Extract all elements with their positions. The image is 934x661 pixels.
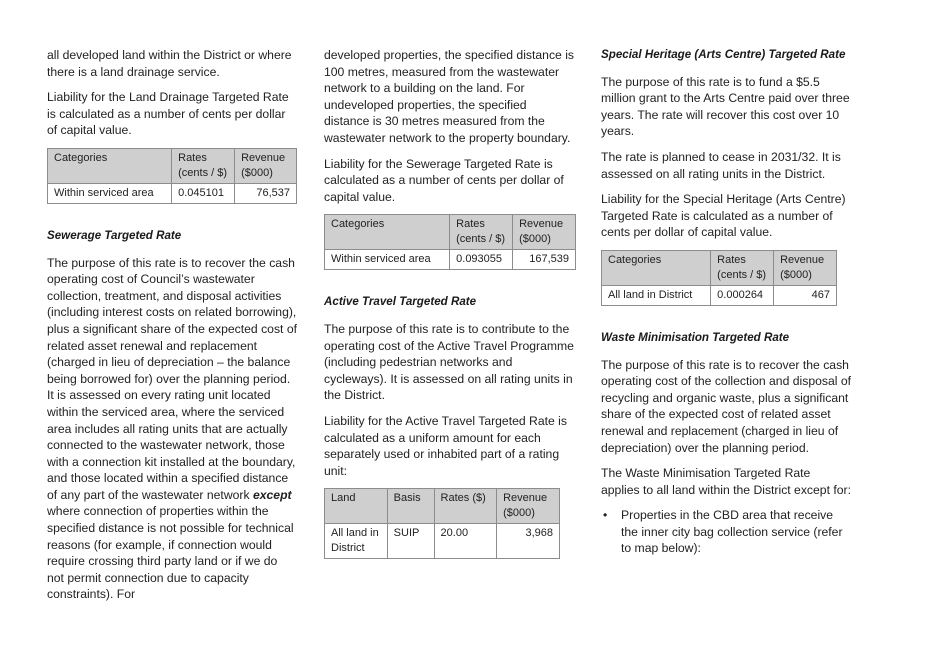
paragraph-waste-applies: The Waste Minimisation Targeted Rate applies to all land within the District except for: <box>601 466 851 497</box>
cell-revenue: 76,537 <box>235 183 297 203</box>
header-rates: Rates (cents / $) <box>450 215 513 250</box>
active-travel-heading: Active Travel Targeted Rate <box>324 295 477 309</box>
paragraph-active-travel-liability: Liability for the Active Travel Targeted Rate is calculated as a uniform amount for each separately used or inhabited part of a rating unit: <box>324 413 567 478</box>
header-revenue: Revenue ($000) <box>497 489 560 524</box>
table-row <box>325 250 576 270</box>
sewerage-heading: Sewerage Targeted Rate <box>47 228 182 242</box>
header-rates: Rates (cents / $) <box>711 250 774 285</box>
paragraph-heritage-cease: The rate is planned to cease in 2031/32. It is assessed on all rating units in the District. <box>601 149 841 181</box>
header-land: Land <box>325 489 388 524</box>
cell-revenue: 167,539 <box>513 250 576 270</box>
header-categories: Categories <box>48 148 172 183</box>
header-revenue: Revenue ($000) <box>774 250 837 285</box>
list-item: • Properties in the CBD area that receive the inner city bag collection service (refer to map below): <box>601 507 851 557</box>
header-rates: Rates (cents / $) <box>172 148 235 183</box>
cell-category: Within serviced area <box>325 250 450 270</box>
cell-rate: 0.000264 <box>711 285 774 305</box>
header-revenue: Revenue ($000) <box>235 148 297 183</box>
table-row <box>325 524 560 559</box>
header-categories: Categories <box>325 215 450 250</box>
paragraph-sewerage-continued: developed properties, the specified distance is 100 metres, measured from the wastewater network to a building on the land. For undeveloped properties, the specified distance is 30 metres measured from the wastewater network to the property boundary. <box>324 48 574 145</box>
table-row <box>48 183 297 203</box>
cell-rate: 0.093055 <box>450 250 513 270</box>
table-header-row <box>48 148 297 183</box>
paragraph-sewerage-liability: Liability for the Sewerage Targeted Rate is calculated as a number of cents per dollar of capital value. <box>324 156 564 204</box>
waste-minimisation-heading: Waste Minimisation Targeted Rate <box>601 330 790 344</box>
header-categories: Categories <box>602 250 711 285</box>
paragraph-heritage-liability: Liability for the Special Heritage (Arts Centre) Targeted Rate is calculated as a number of cents per dollar of capital value. <box>601 192 846 240</box>
heritage-heading: Special Heritage (Arts Centre) Targeted Rate <box>601 48 846 61</box>
cell-category: All land in District <box>602 285 711 305</box>
cell-category: Within serviced area <box>48 183 172 203</box>
cell-land: All land in District <box>325 524 388 559</box>
table-header-row <box>325 215 576 250</box>
column-middle <box>324 47 574 583</box>
cell-revenue: 467 <box>774 285 837 305</box>
exception-list <box>601 507 851 557</box>
paragraph-active-travel-purpose: The purpose of this rate is to contribute to the operating cost of the Active Travel Programme (including pedestrian networks and cycleways). It is assessed on all rating units in the District. <box>324 321 574 403</box>
cell-basis: SUIP <box>387 524 434 559</box>
sewerage-text-before: The purpose of this rate is to recover the cash operating cost of Council’s wastewater collection, treatment, and disposal activities (including interest costs on related borrowing), plus a significant share of the expected cost of related asset renewal and replacement (charged in lieu of depreciation – the balance being borrowed for) over the planning period. It is assessed on every rating unit located within the serviced area, where the serviced area includes all rating units that are actually connected to the wastewater network, those with a connection kit installed at the boundary, and those located within a specified distance of any part of the wastewater network <box>47 255 297 502</box>
cell-rate: 20.00 <box>434 524 497 559</box>
header-rates: Rates ($) <box>434 489 497 524</box>
paragraph-land-drainage-continued: all developed land within the District or where there is a land drainage service. <box>47 48 292 79</box>
cell-revenue: 3,968 <box>497 524 560 559</box>
table-row <box>602 285 837 305</box>
sewerage-text-except: except <box>252 487 292 502</box>
active-travel-rate-table <box>324 488 560 559</box>
paragraph-sewerage-purpose <box>47 255 297 603</box>
paragraph-waste-purpose: The purpose of this rate is to recover the cash operating cost of the collection and disposal of recycling and organic waste, plus a significant share of the expected cost of related asset renewal and replacement (charged in lieu of depreciation) over the planning period. <box>601 357 852 455</box>
column-left <box>47 47 297 612</box>
table-header-row <box>325 489 560 524</box>
land-drainage-rate-table <box>47 148 297 204</box>
header-revenue: Revenue ($000) <box>513 215 576 250</box>
column-right <box>601 47 851 557</box>
sewerage-rate-table <box>324 214 576 270</box>
paragraph-land-drainage-liability: Liability for the Land Drainage Targeted Rate is calculated as a number of cents per dollar of capital value. <box>47 90 289 138</box>
sewerage-text-after: where connection of properties within the specified distance is not possible for technical reasons (for example, if connection would require crossing third party land or if we do not permit connection due to capacity constraints). For <box>47 504 294 602</box>
heritage-rate-table <box>601 250 837 306</box>
table-header-row <box>602 250 837 285</box>
cell-rate: 0.045101 <box>172 183 235 203</box>
paragraph-heritage-purpose: The purpose of this rate is to fund a $5.5 million grant to the Arts Centre paid over three years. The rate will recover this cost over 10 years. <box>601 74 850 139</box>
header-basis: Basis <box>387 489 434 524</box>
